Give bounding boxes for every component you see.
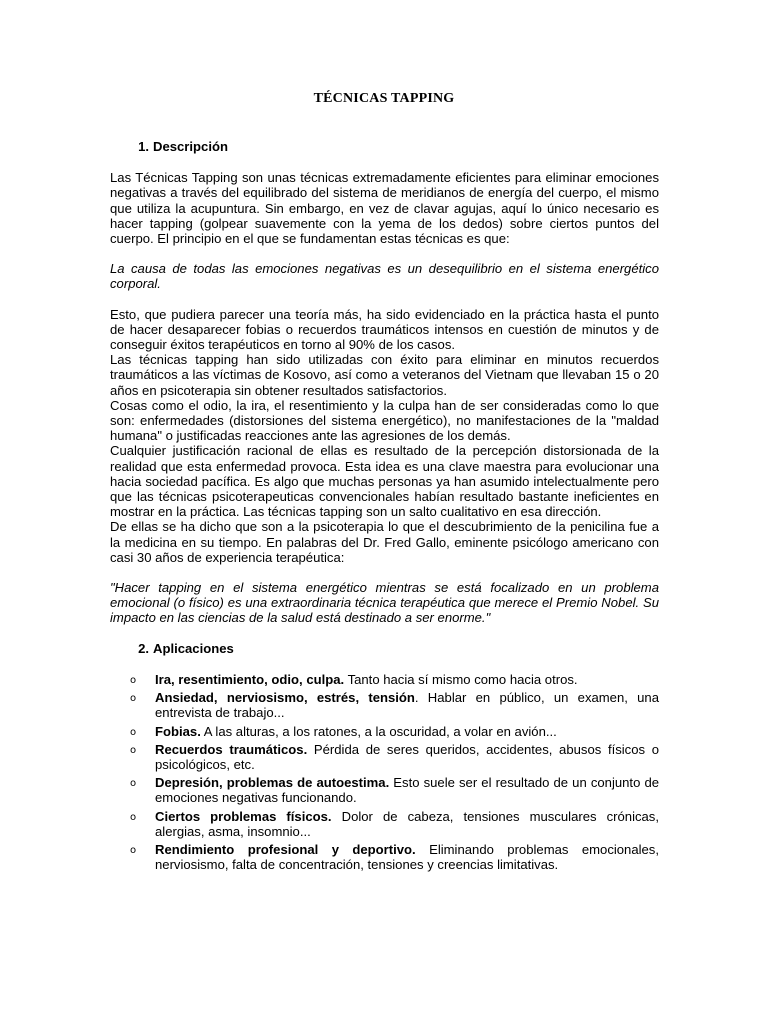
item-label: Fobias. xyxy=(155,723,201,739)
document-body xyxy=(110,139,659,875)
section-title: Descripción xyxy=(153,139,228,154)
list-item xyxy=(110,672,659,687)
list-item xyxy=(110,775,659,805)
list-item xyxy=(110,724,659,739)
item-label: Ira, resentimiento, odio, culpa. xyxy=(155,671,345,687)
item-text: Tanto hacia sí mismo como hacia otros. xyxy=(344,671,578,687)
section-number: 2. xyxy=(138,640,149,656)
bullet-icon: o xyxy=(130,674,137,686)
body-paragraph: Esto, que pudiera parecer una teoría más, ha sido evidenciado en la práctica hasta el punto de hacer desaparecer fobias o recuerdos traumáticos intensos en cuestión de minutos y de conseguir éxitos terapéuticos en torno al 90% de los casos. xyxy=(110,306,659,353)
section-heading-descripcion xyxy=(110,139,659,154)
item-text: Esto suele ser el resultado de un conjunto de emociones negativas funcionando. xyxy=(155,775,660,806)
applications-list xyxy=(110,672,659,872)
body-paragraph: De ellas se ha dicho que son a la psicoterapia lo que el descubrimiento de la penicilina fue a la medicina en su tiempo. En palabras del Dr. Fred Gallo, eminente psicólogo americano con casi 30 años de experiencia terapéutica: xyxy=(110,519,659,565)
item-label: Recuerdos traumáticos. xyxy=(155,741,308,757)
document-title: TÉCNICAS TAPPING xyxy=(313,91,455,106)
intro-paragraph: Las Técnicas Tapping son unas técnicas extremadamente eficientes para eliminar emociones negativas a través del equilibrado del sistema de meridianos de energía del cuerpo, el mismo que utiliza la acupuntura. Sin embargo, en vez de clavar agujas, aquí lo único necesario es hacer tapping (golpear suavemente con la yema de los dedos) sobre ciertos puntos del cuerpo. El principio en el que se fundamentan estas técnicas es que: xyxy=(110,170,659,247)
list-item xyxy=(110,842,659,872)
gallo-quote: "Hacer tapping en el sistema energético mientras se está focalizado en un problema emocional (o físico) es una extraordinaria técnica terapéutica que merece el Premio Nobel. Su impacto en las ciencias de la salud está destinado a ser enorme." xyxy=(110,580,659,626)
section-title: Aplicaciones xyxy=(153,640,234,656)
item-text: . Hablar en público, un examen, una entrevista de trabajo... xyxy=(155,690,659,721)
body-paragraph: Cosas como el odio, la ira, el resentimiento y la culpa han de ser consideradas como lo que son: enfermedades (distorsiones del sistema energético), no manifestaciones de la "maldad humana" o justificadas reacciones ante las agresiones de los demás. xyxy=(110,397,659,444)
item-label: Rendimiento profesional y deportivo. xyxy=(155,841,416,857)
item-text: Pérdida de seres queridos, accidentes, abusos físicos o psicológicos, etc. xyxy=(155,741,660,772)
item-text: A las alturas, a los ratones, a la oscuridad, a volar en avión... xyxy=(200,723,557,739)
bullet-icon: o xyxy=(130,811,137,823)
item-label: Depresión, problemas de autoestima. xyxy=(155,775,390,791)
bullet-icon: o xyxy=(130,744,137,756)
item-label: Ciertos problemas físicos. xyxy=(155,808,332,824)
section-number: 1. xyxy=(138,139,149,154)
bullet-icon: o xyxy=(130,844,137,856)
bullet-icon: o xyxy=(130,693,137,705)
bullet-icon: o xyxy=(130,726,137,738)
item-text: Dolor de cabeza, tensiones musculares crónicas, alergias, asma, insomnio... xyxy=(155,808,659,839)
bullet-icon: o xyxy=(130,778,137,790)
list-item xyxy=(110,690,659,720)
item-text: Eliminando problemas emocionales, nerviosismo, falta de concentración, tensiones y creencias limitativas. xyxy=(155,841,659,873)
list-item xyxy=(110,742,659,772)
principle-statement: La causa de todas las emociones negativas es un desequilibrio en el sistema energético corporal. xyxy=(110,261,659,292)
section-heading-aplicaciones xyxy=(110,641,659,656)
list-item xyxy=(110,809,659,839)
body-paragraph: Las técnicas tapping han sido utilizadas con éxito para eliminar en minutos recuerdos traumáticos a las víctimas de Kosovo, así como a veteranos del Vietnam que llevaban 15 o 20 años en psicoterapia sin obtener resultados satisfactorios. xyxy=(110,352,659,398)
body-paragraph: Cualquier justificación racional de ellas es resultado de la percepción distorsionada de la realidad que esta enfermedad provoca. Esta idea es una clave maestra para evolucionar una hacia sociedad pacífica. Es algo que muchas personas ya han asumido intelectualmente pero que las técnicas psicoterapeuticas convencionales habían resultado bastante ineficientes en mostrar en la práctica. Las técnicas tapping son un salto cualitativo en esa dirección. xyxy=(110,443,659,520)
item-label: Ansiedad, nerviosismo, estrés, tensión xyxy=(155,690,415,706)
